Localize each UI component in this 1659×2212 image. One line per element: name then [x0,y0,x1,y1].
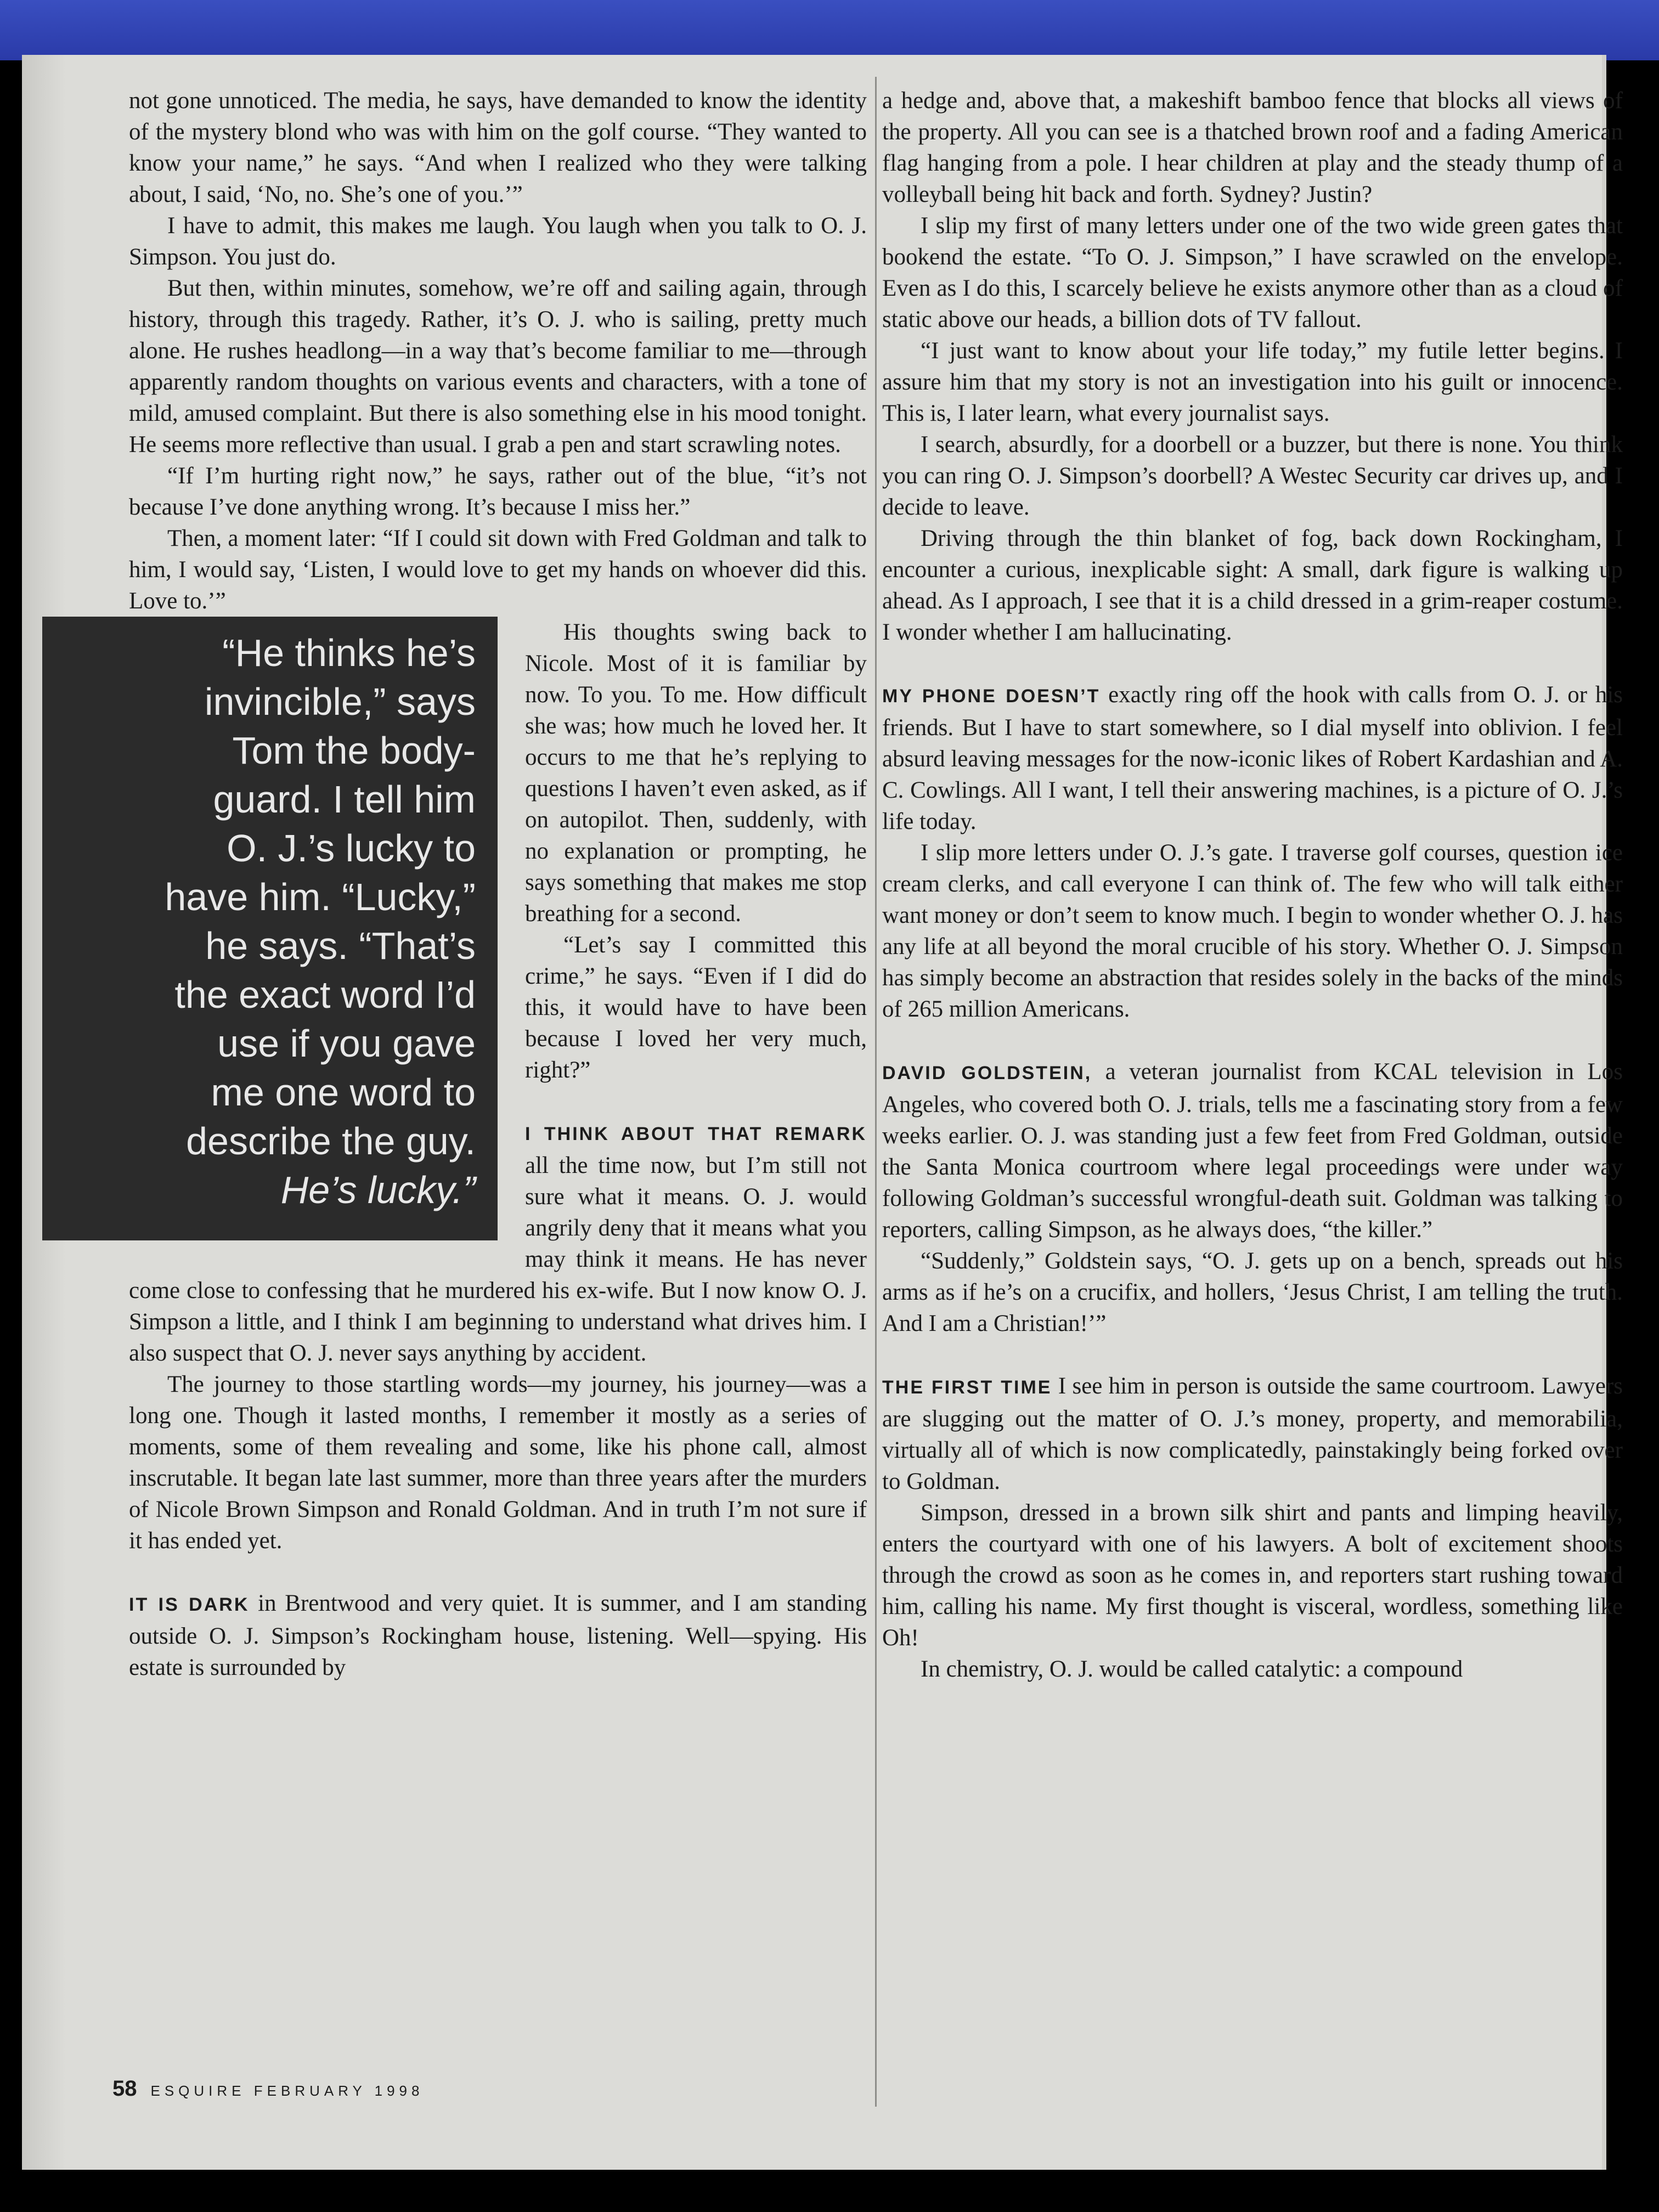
pull-quote-line: use if you gave [217,1022,476,1065]
pull-quote-line: have him. “Lucky,” [165,876,476,918]
paragraph: Driving through the thin blanket of fog, back down Rockingham, I encounter a curious, inexplicable sight: A small, dark figure is walking up ahead. As I approach, I see that it is a child dressed in a grim-reaper costume. I wonder whether I am hallucinating. [882,526,1623,645]
pull-quote-line: me one word to [211,1071,476,1114]
paragraph-text: a veteran journalist from KCAL television in Los Angeles, who covered both O. J. trials, tells me a fascinating story from a few weeks earlier. O. J. was standing just a few feet from Fred Goldman, outside the Santa Monica courtroom where legal proceedings were under way following Goldman’s successful wrongful-death suit. Goldman was talking to reporters, calling Simpson, as he always does, “the killer.” [882,1059,1623,1243]
paragraph: I slip more letters under O. J.’s gate. I traverse golf courses, question ice cream clerks, and call everyone I can think of. The few who will talk either want money or don’t seem to know much. I begin to wonder whether O. J. has any life at all beyond the moral crucible of his story. Whether O. J. Simpson has simply become an abstraction that resides solely in the backs of the minds of 265 million Americans. [882,840,1623,1022]
screen-top-band [0,0,1659,60]
section-paragraph [882,679,1623,837]
paragraph: I search, absurdly, for a doorbell or a buzzer, but there is none. You think you can ring O. J. Simpson’s doorbell? A Westec Security car drives up, and I decide to leave. [882,432,1623,520]
pull-quote-line: guard. I tell him [213,778,476,821]
paragraph-text: in Brentwood and very quiet. It is summer, and I am standing outside O. J. Simpson’s Rockingham house, listening. Well—spying. His estate is surrounded by [129,1590,867,1680]
pull-quote-line: invincible,” says [204,680,476,723]
pull-quote-line: Tom the body- [232,729,476,772]
paragraph: “Suddenly,” Goldstein says, “O. J. gets up on a bench, spreads out his arms as if he’s on a crucifix, and hollers, ‘Jesus Christ, I am telling the truth. And I am a Christian!’” [882,1248,1623,1336]
paragraph: His thoughts swing back to Nicole. Most of it is familiar by now. To you. To me. How difficult she was; how much he loved her. It occurs to me that he’s replying to questions I haven’t even asked, as if on autopilot. Then, suddenly, with no explanation or prompting, he says something that makes me stop breathing for a second. [525,619,867,927]
left-column [129,85,867,1683]
section-lead-in: THE FIRST TIME [882,1377,1052,1398]
pull-quote-line: the exact word I’d [174,973,476,1016]
section-lead-in: MY PHONE DOESN’T [882,686,1101,707]
paragraph: I slip my first of many letters under one of the two wide green gates that bookend the estate. “To O. J. Simpson,” I have scrawled on the envelope. Even as I do this, I scarcely believe he exists anymore other than as a cloud of static above our heads, a billion dots of TV fallout. [882,213,1623,332]
pull-quote-line: O. J.’s lucky to [227,827,476,870]
paragraph: “If I’m hurting right now,” he says, rather out of the blue, “it’s not because I’ve done anything wrong. It’s because I miss her.” [129,463,867,520]
pull-quote [42,617,498,1240]
paragraph: a hedge and, above that, a makeshift bamboo fence that blocks all views of the property. All you can see is a thatched brown roof and a fading American flag hanging from a pole. I hear children at play and the steady thump of a volleyball being hit back and forth. Sydney? Justin? [882,88,1623,207]
section-paragraph [882,1056,1623,1245]
paragraph: I have to admit, this makes me laugh. You laugh when you talk to O. J. Simpson. You just do. [129,213,867,270]
section-paragraph [129,1588,867,1683]
page-footer [112,2076,424,2101]
paragraph-text: I see him in person is outside the same courtroom. Lawyers are slugging out the matter of O. J.’s money, property, and memorabilia, virtually all of which is now complicatedly, painstakingly being forked over to Goldman. [882,1373,1623,1494]
right-column [882,85,1623,1685]
paragraph: “I just want to know about your life today,” my futile letter begins. I assure him that my story is not an investigation into his guilt or innocence. This is, I later learn, what every journalist says. [882,338,1623,426]
paragraph: Simpson, dressed in a brown silk shirt and pants and limping heavily, enters the courtyard with one of his lawyers. A bolt of excitement shoots through the crowd as soon as he comes in, and reporters start rushing toward him, calling his name. My first thought is visceral, wordless, something like Oh! [882,1500,1623,1651]
paragraph: In chemistry, O. J. would be called catalytic: a compound [921,1656,1463,1682]
paragraph: Then, a moment later: “If I could sit down with Fred Goldman and talk to him, I would say, ‘Listen, I would love to get my hands on whoever did this. Love to.’” [129,526,867,614]
pull-quote-line: He’s lucky.” [280,1169,476,1211]
section-lead-in: DAVID GOLDSTEIN, [882,1063,1092,1084]
paragraph: not gone unnoticed. The media, he says, have demanded to know the identity of the mystery blond who was with him on the golf course. “They wanted to know your name,” he says. “And when I realized who they were talking about, I said, ‘No, no. She’s one of you.’” [129,88,867,207]
magazine-page [22,55,1623,2170]
column-divider [875,77,877,2107]
pull-quote-line: he says. “That’s [205,924,476,967]
paragraph: The journey to those startling words—my journey, his journey—was a long one. Though it lasted months, I remember it mostly as a series of moments, some of them revealing and some, like his phone call, almost inscrutable. It began late last summer, more than three years after the murders of Nicole Brown Simpson and Ronald Goldman. And in truth I’m not sure if it has ended yet. [129,1372,867,1554]
section-lead-in: I THINK ABOUT THAT REMARK [525,1124,867,1144]
page-number: 58 [112,2076,137,2101]
pull-quote-line: describe the guy. [186,1120,476,1163]
pull-quote-line: “He thinks he’s [222,631,476,674]
paragraph: “Let’s say I committed this crime,” he says. “Even if I did do this, it would have to have been because I loved her very much, right?” [525,932,867,1083]
paragraph-text: exactly ring off the hook with calls from O. J. or his friends. But I have to start somewhere, so I dial myself into oblivion. I feel absurd leaving messages for the now-iconic likes of Robert Kardashian and A. C. Cowlings. All I want, I tell their answering machines, is a picture of O. J.’s life today. [882,682,1623,834]
section-lead-in: IT IS DARK [129,1594,250,1615]
paragraph-text: all the time now, but I’m still not sure what it means. O. J. would angrily deny that it means what you may think it means. He has never come close to confessing that he murdered his ex-wife. But I now know O. J. Simpson a little, and I think I am beginning to understand what drives him. I also suspect that O. J. never says anything by accident. [129,1153,867,1366]
magazine-issue: ESQUIRE FEBRUARY 1998 [150,2083,424,2099]
section-paragraph [882,1370,1623,1497]
paragraph: But then, within minutes, somehow, we’re off and sailing again, through history, through this tragedy. Rather, it’s O. J. who is sailing, pretty much alone. He rushes headlong—in a way that’s become familiar to me—through apparently random thoughts on various events and characters, with a tone of mild, amused complaint. But there is also something else in his mood tonight. He seems more reflective than usual. I grab a pen and start scrawling notes. [129,275,867,458]
